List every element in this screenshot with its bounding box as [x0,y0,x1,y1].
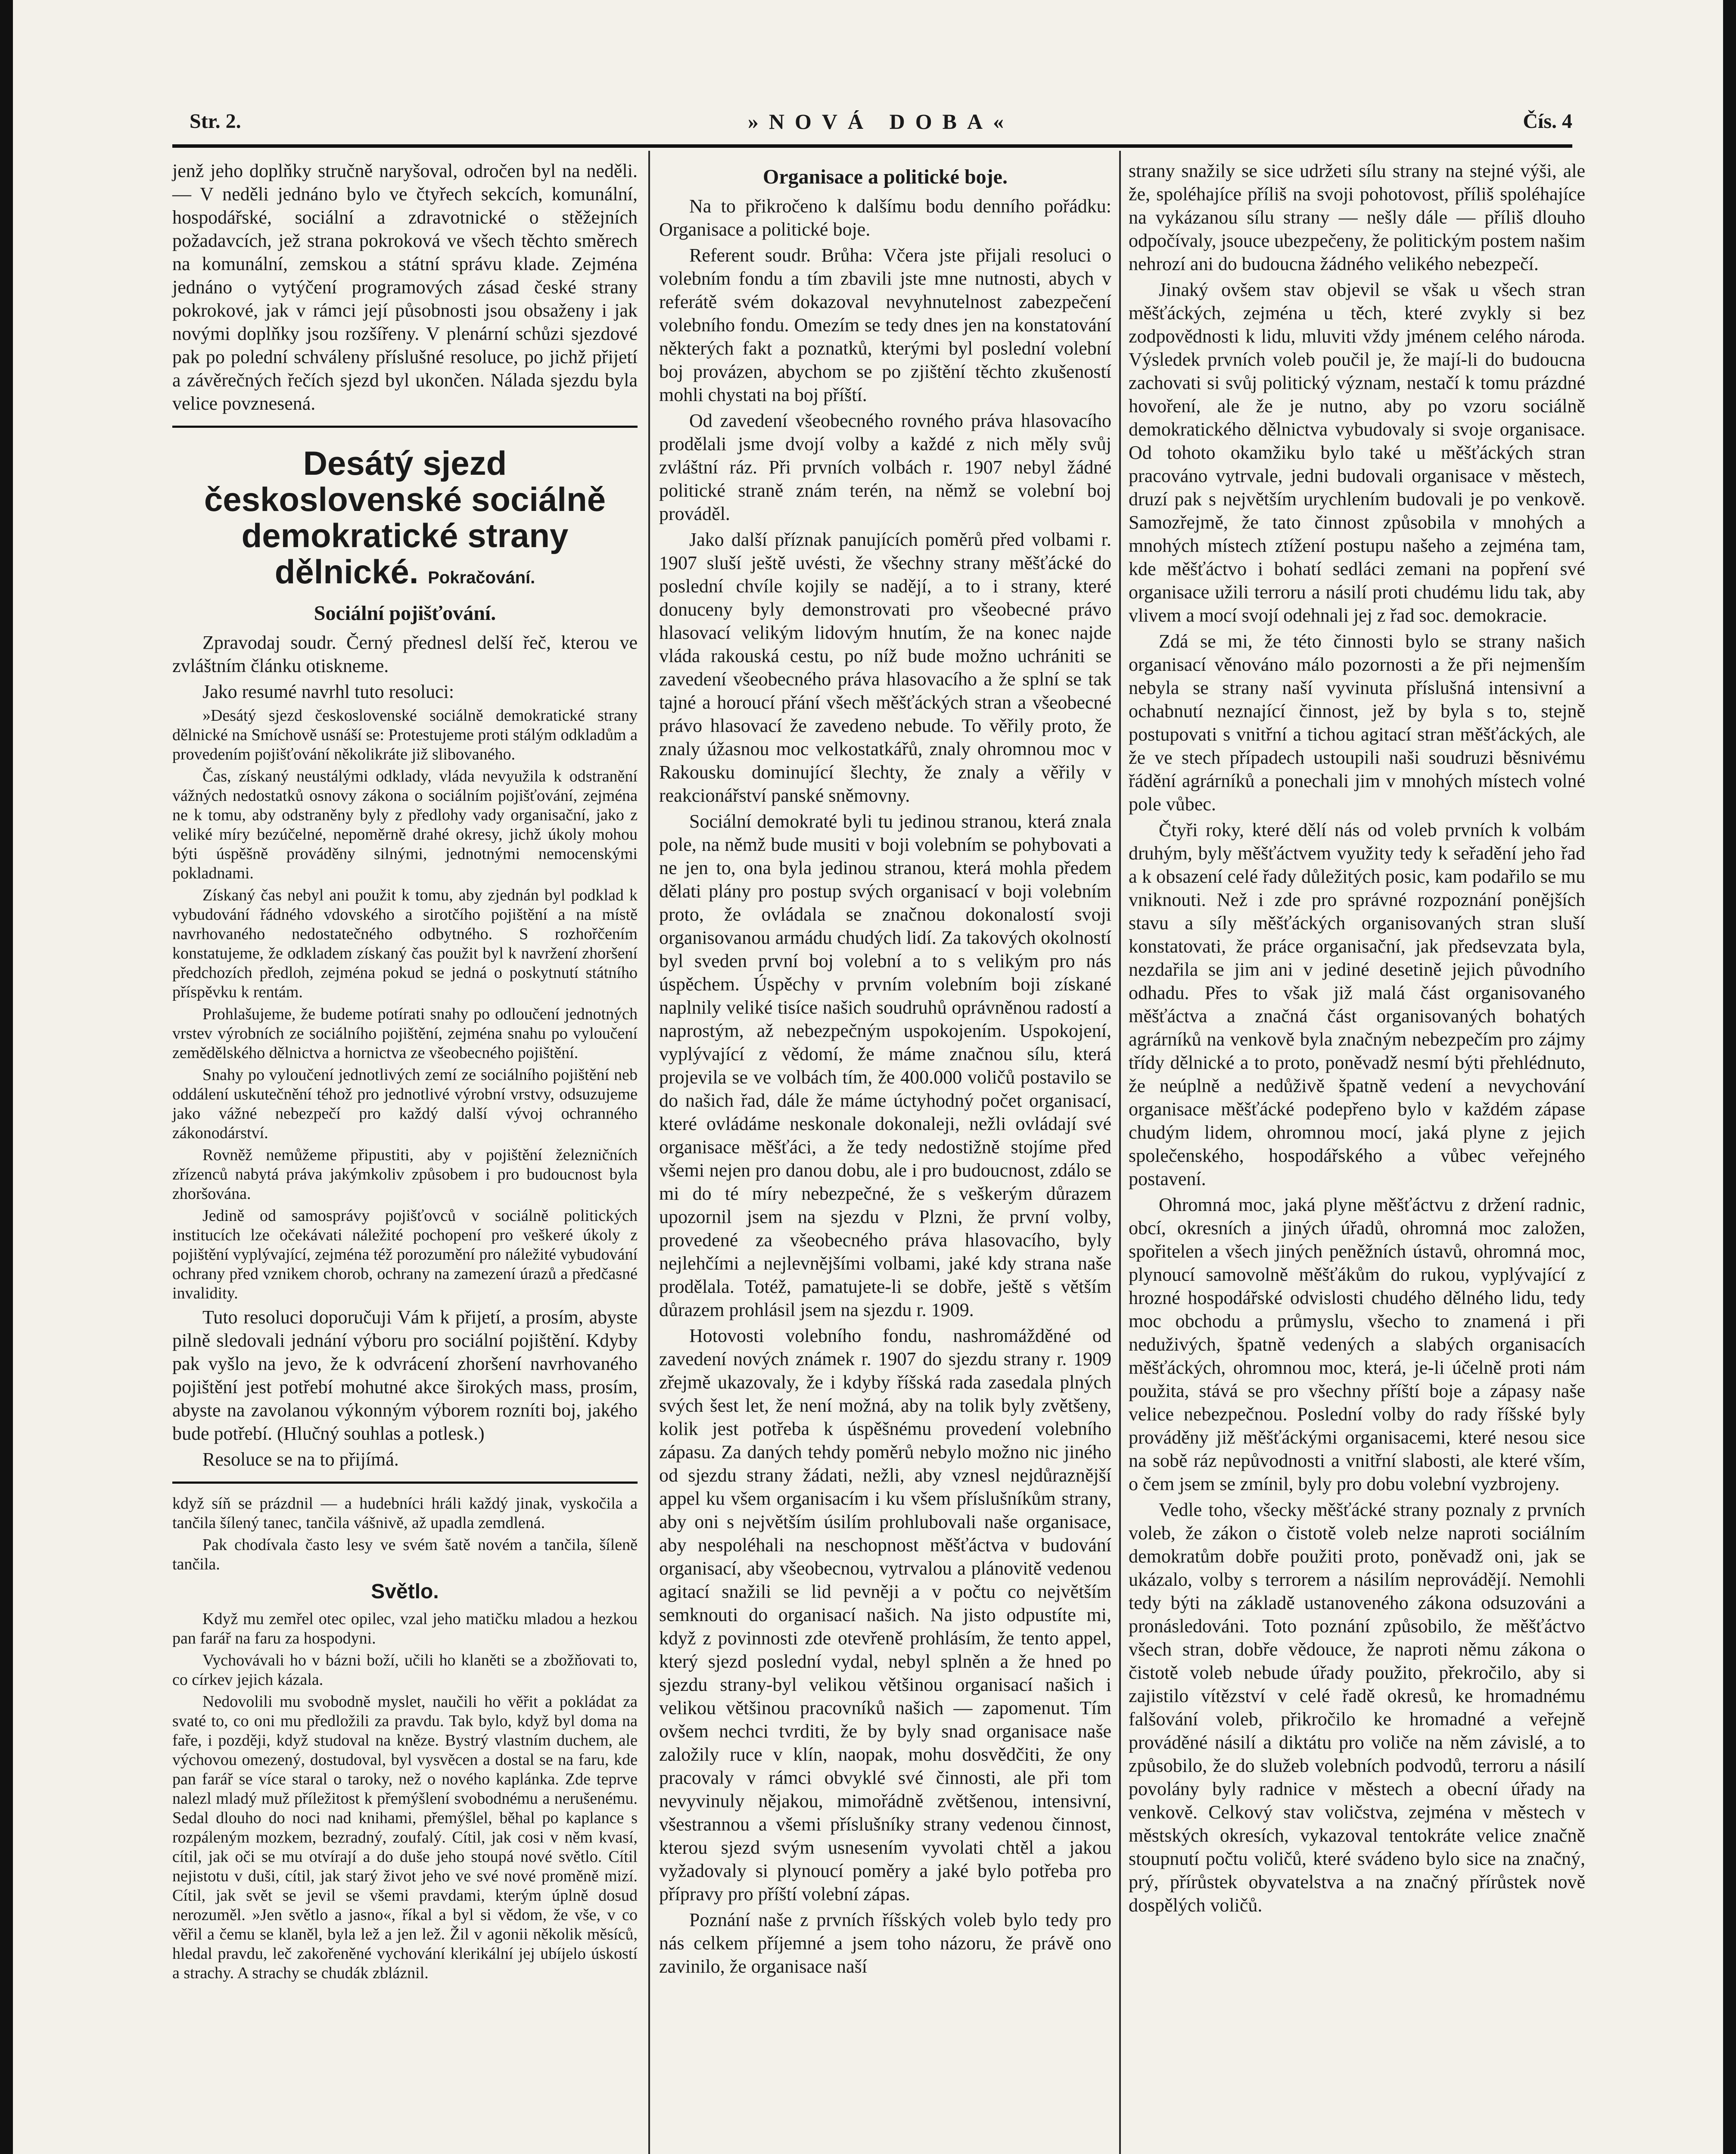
paragraph: Hotovosti volebního fondu, nashromážděné od zavedení nových známek r. 1907 do sjezdu strany r. 1909 zřejmě ukazovaly, že i kdyby říšská rada zasedala plných svých šest let, že není možná, aby na tolik byly zvětšeny, kolik jest potřeba k úspěšnému provedení volebního zápasu. Za daných tehdy poměrů nebylo možno nic jiného od sjezdu strany žádati, nežli, aby vznesl nejdůraznější appel ku všem organisacím i ku všem příslušníkům strany, aby oni s největším úsilím prohlubovali naše organisace, aby nespoléhali na neschopnost měšťáctva v budování organisací, aby všeobecnou, vytrvalou a plánovitě vedenou agitací snažili se lid pevněji a v počtu co největším semknouti do organisací našich. Na jisto odpustíte mi, když z povinnosti zde otevřeně prohlásím, že tento appel, který sjezd poslední vydal, nebyl splněn a že hned po sjezdu strany-byl velikou většinou organisací našich i velikou většinou pracovníků našich — zapomenut. Tím ovšem nechci tvrditi, že by byly snad organisace naše založily ruce v klín, naopak, mohu dosvědčiti, že ony pracovaly v rámci obvyklé své činnosti, ale při tom nevyvinuly nějakou, mimořádně zvětšenou, intensivní, všestrannou a všemi příslušníky strany vedenou činnost, kterou sjezd svým usnesením vyvolati chtěl a jakou vyžadovaly si plynoucí poměry a jaké bylo potřeba pro přípravy pro příští volební zápas. [659,1325,1111,1905]
resolution-paragraph: Prohlašujeme, že budeme potírati snahy po odloučení jednotných vrstev výrobních ze sociálního pojištění, zejména snahu po vyloučení zemědělského dělnictva a hornictva ze všeobecného pojištění. [172,1005,638,1062]
paragraph: Na to přikročeno k dalšímu bodu denního pořádku: Organisace a politické boje. [659,196,1111,240]
continued-note: Pokračování. [428,568,535,587]
paragraph: Poznání naše z prvních říšských voleb bylo tedy pro nás celkem příjemné a jsem toho názoru, že právě ono zavinilo, že organisace naší [659,1909,1111,1977]
paragraph: Zdá se mi, že této činnosti bylo se strany našich organisací věnováno málo pozornosti a že při nejmenším nebyla se strany naší vyvinuta příslušná intensivní a ochabnutí neznající činnost, jež by byla s to, stejně postupovati s vnitřní a tichou agitací stran měšťáckých, ale že ve stech případech ustoupili naši soudruzi běsnivému řádění agrárníků a ponechali jim v mnohých místech volné pole vůbec. [1129,631,1585,815]
story-paragraph: Pak chodívala často lesy ve svém šatě novém a tančila, šíleně tančila. [172,1536,638,1573]
paragraph: Vedle toho, všecky měšťácké strany poznaly z prvních voleb, že zákon o čistotě voleb nelze naproti sociálním demokratům dobře použiti proto, poněvadž oni, jak se ukázalo, volby s terrorem a násilím neprovádějí. Nemohli tedy býti na základě ustanoveného zákona odsuzováni a pronásledováni. Toto poznání způsobilo, že měšťáctvo všech stran, dobře vědouce, že naproti němu zákona o čistotě voleb nebude úřady použito, překročilo, aby si zajistilo vítězství v celé řadě okresů, ke hromadnému falšování voleb, přikročilo ke hromadné a veřejně prováděné násilí a diktátu pro voliče na něm závislé, a to způsobilo, že do služeb volebních podvodů, terroru a násilí povolány byly radnice v městech a obecní úřady na venkově. Celkový stav voličstva, zejména v městech v městských okresích, vykazoval tentokráte velice značně stoupnutí počtu voličů, které svádeno bylo sice na značný, prý, přírůstek obyvatelstva a na značný přírůstek nově dospělých voličů. [1129,1499,1585,1916]
resolution-paragraph: Získaný čas nebyl ani použit k tomu, aby zjednán byl podklad k vybudování řádného vdovského a sirotčího pojištění a na místě navrhovaného nedostatečného odbytného. S rozhořčením konstatujeme, že odkladem získaný čas použit byl k navržení zhoršení předchozích předloh, zejména pokud se jedná o poskytnutí státního příspěvku k rentám. [172,886,638,1001]
paragraph: Referent soudr. Brůha: Včera jste přijali resoluci o volebním fondu a tím zbavili jste mne nutnosti, abych v referátě svém dokazoval nevyhnutelnost zabezpečení volebního fondu. Omezím se tedy dnes jen na konstatování některých fakt a poznatků, kterými byl poslední volební boj provázen, abychom se po zjištění těchto zkušeností mohli chystati na boj příští. [659,245,1111,405]
column-divider-1 [648,151,650,2154]
story-paragraph: Vychovávali ho v bázni boží, učili ho klaněti se a zbožňovati to, co církev jejich kázala. [172,1651,638,1689]
page-number: Str. 2. [190,110,241,133]
paragraph: Ohromná moc, jaká plyne měšťáctvu z držení radnic, obcí, okresních a jiných úřadů, ohromná moc založen, spořitelen a všech jiných peněžních ústavů, ohromná moc, plynoucí samovolně měšťákům do rukou, vyplývající z hrozné hospodářské odvislosti chudého dělného lidu, tedy moc obchodu a průmyslu, všecho to znamená i při neduživých, špatně vedených a slabých organisacích měšťáckých, ohromnou moc, která, je-li účelně proti nám použita, stává se pro všechny příští boje a zápasy naše velice nebezpečnou. Poslední volby do rady říšské byly prováděny již měšťáckými organisacemi, které nesou sice na sobě ráz nepůvodnosti a vnitřní slabosti, ale které vším, o čem jsem se zmínil, byly pro dobu volební vyzbrojeny. [1129,1194,1585,1494]
paragraph: Od zavedení všeobecného rovného práva hlasovacího prodělali jsme dvojí volby a každé z nich měly svůj zvláštní ráz. Při prvních volbách r. 1907 nebyl žádné politické straně znám terén, na němž se volební boj prováděl. [659,410,1111,524]
subheading-organisation: Organisace a politické boje. [763,165,1008,188]
subheading-light: Světlo. [371,1580,439,1603]
paragraph: Jako další příznak panujících poměrů před volbami r. 1907 sluší ještě uvésti, že všechny strany měšťácké do poslední chvíle kojily se nadějí, a to i strany, které donuceny byly demonstrovati pro všeobecné právo hlasovací velikým lidovým hnutím, že na konec najde vláda rakouská cestu, po níž bude možno uchrániti se zavedení všeobecného práva hlasovacího a že splní se tak tajné a horoucí přání všech měšťáckých stran a všeobecné právo hlasovací že zavedeno nebude. To věřily proto, že znaly úžasnou moc velkostatkářů, znaly ohromnou moc v Rakousku dominující šlechty, že znaly a věřily v reakcionářství panské sněmovny. [659,529,1111,806]
resolution-paragraph: Snahy po vyloučení jednotlivých zemí ze sociálního pojištění neb oddálení uskutečnění téhož pro jednotlivé výrobní vrstvy, odsuzujeme jako vážné nebezpečí pro každý další vývoj ochranného zákonodárství. [172,1066,638,1142]
scan-left-edge [0,0,13,2154]
column-divider-2 [1119,151,1121,2154]
paragraph: Jinaký ovšem stav objevil se však u všech stran měšťáckých, zejména u těch, které zvykly si bez zodpovědnosti k lidu, mluviti vždy jménem celého národa. Výsledek prvních voleb poučil je, že mají-li do budoucna zachovati si svůj politický význam, nestačí k tomu prázdné hovoření, ale že je nutno, aby po vzoru sociálně demokratického dělnictva vybudovaly si svoje organisace. Od tohoto okamžiku bylo také u měšťáckých stran pracováno vytrvale, jedni budovali organisace v městech, druzí pak s největším urychlením budovali je po venkově. Samozřejmě, že tato činnost způsobila v mnohých a mnohých místech ztížení postupu našeho a zejména tam, kde měšťáctvo i bohatí sedláci zemani na popření své organisace užili terroru a násilí proti chudému lidu tak, aby vlivem a mocí svojí odehnali jej z řad soc. demokracie. [1129,279,1585,626]
subheading-social-insurance: Sociální pojišťování. [314,602,496,625]
paragraph: Resoluce se na to přijímá. [202,1449,399,1470]
header-rule [172,144,1572,148]
scan-right-edge [1723,0,1736,2154]
paragraph: Sociální demokraté byli tu jedinou stranou, která znala pole, na němž bude musiti v boji volebním se pohybovati a ne jen to, ona byla jedinou stranou, která mohla předem dělati plány pro postup svých organisací v boji volebním proto, že ovládala se značnou dokonalostí svoji organisovanou armádu chudých lidí. Za takových okolností byl sveden první boj volební a to s velikým pro nás úspěchem. Úspěchy v prvním volebním boji získané naplnily veliké tisíce našich soudruhů oprávněnou radostí a naprostým, až nebezpečným uspokojením. Uspokojení, vyplývající z vědomí, že máme značnou sílu, která projevila se ve volbách tím, že 400.000 voličů postavilo se do našich řad, dále že máme úctyhodný počet organisací, které ovládáme neskonale dokonaleji, nežli ovládají své organisace měšťáci, a že tedy nedostižně stojíme před všemi nejen pro danou dobu, ale i pro budoucnost, zdálo se mi do té míry nebezpečné, že s veškerým důrazem upozornil jsem na sjezdu v Plzni, že první volby, provedené za všeobecného práva hlasovacího, byly nejlehčími a nejlevnějšími volbami, jaké kdy strana naše prodělala. Totéž, pamatujete-li se dobře, ještě s větším důrazem prohlásil jsem na sjezdu r. 1909. [659,811,1111,1320]
paragraph: Jako resumé navrhl tuto resoluci: [202,681,454,702]
story-paragraph: když síň se prázdnil — a hudebníci hráli každý jinak, vyskočila a tančila šílený tanec, tančila vášnivě, až upadla zemdlená. [172,1494,638,1532]
resolution-paragraph: »Desátý sjezd československé sociálně demokratické strany dělnické na Smíchově usnáší se: Protestujeme proti stálým odkladům a provedením pojišťování několikráte již slibovaného. [172,707,638,763]
resolution-paragraph: Čas, získaný neustálými odklady, vláda nevyužila k odstranění vážných nedostatků osnovy zákona o sociálním pojišťování, zejména ne k tomu, aby odstraněny byly z předlohy vady organisační, jako z veliké míry bezúčelné, nepoměrně drahé okresy, jichž úkoly mohou býti úspěšně prováděny silnými, jednotnými nemocenskými pokladnami. [172,767,638,882]
resolution-paragraph: Jedině od samosprávy pojišťovců v sociálně politických institucích lze očekávati náležité pochopení pro veškeré úkoly z pojištění vyplývající, zejména též porozumění pro náležité vybudování ochrany před vznikem chorob, ochrany na zamezení úrazů a předčasné invalidity. [172,1207,638,1302]
paragraph: Zpravodaj soudr. Černý přednesl delší řeč, kterou ve zvláštním článku otiskneme. [172,632,638,676]
section-rule [172,426,638,428]
resolution-paragraph: Rovněž nemůžeme připustiti, aby v pojištění železničních zřízenců nabytá práva jakýmkoliv způsobem i pro budoucnost byla zhoršována. [172,1146,638,1203]
column-3 [1129,159,1585,1920]
paragraph: Tuto resoluci doporučuji Vám k přijetí, a prosím, abyste pilně sledovali jednání výboru pro sociální pojištění. Kdyby pak vyšlo na jevo, že k odvrácení zhoršení navrhovaného pojištění jest potřebí mohutné akce širokých mass, prosím, abyste na zavolanou výkonným výborem rozníti boj, jakého bude potřebí. (Hlučný souhlas a potlesk.) [172,1307,638,1444]
column-2 [659,159,1111,1981]
paragraph: Čtyři roky, které dělí nás od voleb prvních k volbám druhým, byly měšťáctvem využity tedy k seřadění jeho řad a k obsazení celé řady důležitých posic, kam podařilo se mu vniknouti. Než i zde pro správné rozpoznání ponějších stavu a síly měšťáckých organisovaných stran sluší konstatovati, že práce organisační, jak předsevzata byla, nezdařila se jim ani v jediné desetině jejich původního odhadu. Přes to však již malá část organisovaného měšťáctva a značná část organisovaných bohatých agrárníků na venkově byla značným nebezpečím pro zájmy třídy dělnické a to proto, poněvadž nesmí býti přehlédnuto, že neúplně a nedůživě špatně vedení a nevychování organisace měšťácké podepřeno bylo v každém zápase chudým lidem, ohromnou mocí, jaká plyne z jejich společenského, hospodářského a vůbec veřejného postavení. [1129,819,1585,1189]
intro-paragraph: jenž jeho doplňky stručně naryšoval, odročen byl na neděli. — V neděli jednáno bylo ve čtyřech sekcích, komunální, hospodářské, sociální a zdravotnické o stěžejních požadavcích, jež strana pokroková ve všech těchto směrech na komunální, zemskou a státní správu klade. Zejména jednáno o vytýčení programových zásad české strany pokrokové, jak v rámci její působnosti jsou obsaženy i jak novými doplňky jsou rozšířeny. V plenární schůzi sjezdové pak po polední schváleny příslušné resoluce, po jichž přijetí a závěrečných řečích sjezd byl ukončen. Nálada sjezdu byla velice povznesená. [172,160,638,414]
section-rule [172,1482,638,1484]
article-title-text: Desátý sjezd československé sociálně demokratické strany dělnické. [204,444,606,591]
paragraph: strany snažily se sice udržeti sílu strany na stejné výši, ale že, spoléhajíce příliš na svoji pohotovost, příliš spoléhajíce na vykázanou sílu strany — nešly dále — příliš dlouho odpočívaly, jsouce ubezpečeny, že politickým postem našim nehrozí ani do budoucna žádného velikého nebezpečí. [1129,160,1585,274]
column-1 [172,159,638,1986]
issue-number: Čís. 4 [1523,110,1572,133]
article-title [172,445,638,596]
story-paragraph: Když mu zemřel otec opilec, vzal jeho matičku mladou a hezkou pan farář na faru za hospodyni. [172,1610,638,1647]
story-paragraph: Nedovolili mu svobodně myslet, naučili ho věřit a pokládat za svaté to, co oni mu předložili za pravdu. Tak bylo, když byl doma na faře, i později, když studoval na kněze. Bystrý vlastním duchem, ale výchovou omezený, dostudoval, byl vysvěcen a dostal se na faru, kde pan farář se více staral o taroky, než o nového kaplánka. Zde teprve nalezl mladý muž příležitost k přemýšlení svobodnému a nerušenému. Sedal dlouho do noci nad knihami, přemýšlel, běhal po kaplance s rozpáleným mozkem, bezradný, zoufalý. Cítil, jak cosi v něm kvasí, cítil, jak oči se mu otvírají a do duše jeho stoupá nové světlo. Cítil nejistotu v duši, cítil, jak starý život jeho ve své nové proměně mizí. Cítil, jak svět se jevil se všemi pravdami, kterým úplně dosud nerozuměl. »Jen světlo a jasno«, říkal a byl si vědom, že vše, v co věřil a čemu se klaněl, byla lež a jen lež. Žil v agonii několik měsíců, hledal pravdu, leč zakořeněné vychování klerikální jej ubíjelo úskostí a strachy. A strachy se chudák zbláznil. [172,1693,638,1982]
page-header [190,110,1572,140]
masthead: »NOVÁ DOBA« [747,109,1014,134]
